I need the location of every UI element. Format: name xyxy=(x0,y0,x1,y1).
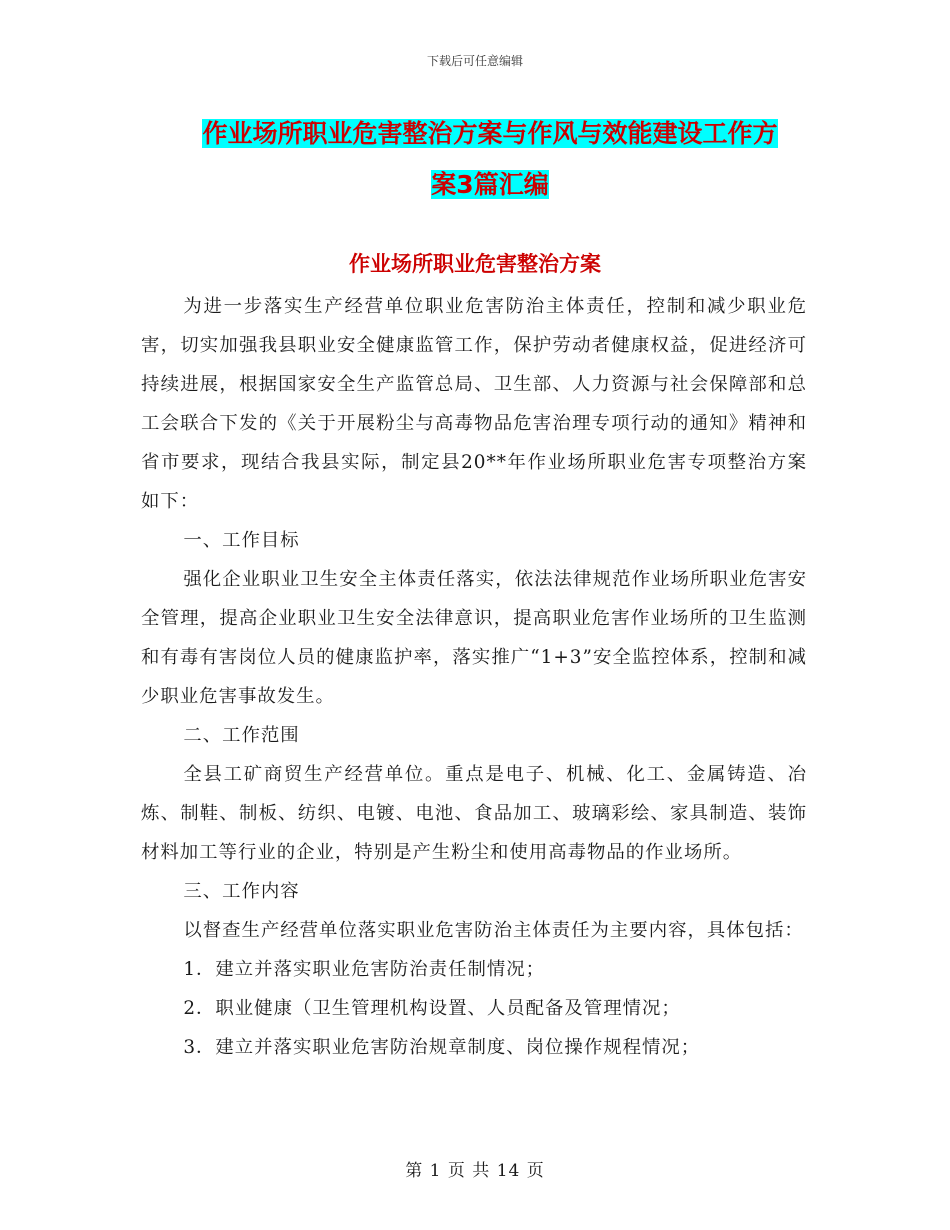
document-title xyxy=(140,108,840,210)
section-title: 作业场所职业危害整治方案 xyxy=(349,252,601,276)
paragraph: 为进一步落实生产经营单位职业危害防治主体责任，控制和减少职业危害，切实加强我县职业安全健康监管工作，保护劳动者健康权益，促进经济可持续进展，根据国家安全生产监管总局、卫生部、人力资源与社会保障部和总工会联合下发的《关于开展粉尘与高毒物品危害治理专项行动的通知》精神和省市要求，现结合我县实际，制定县20**年作业场所职业危害专项整治方案如下： xyxy=(141,296,807,512)
list-item: 2．职业健康（卫生管理机构设置、人员配备及管理情况； xyxy=(183,998,681,1019)
heading-content: 三、工作内容 xyxy=(183,881,300,902)
paragraph: 以督查生产经营单位落实职业危害防治主体责任为主要内容，具体包括： xyxy=(183,920,804,941)
heading-goals: 一、工作目标 xyxy=(183,530,300,551)
heading-scope: 二、工作范围 xyxy=(183,725,300,746)
document-title-line-1: 作业场所职业危害整治方案与作风与效能建设工作方 xyxy=(202,119,778,148)
paragraph: 强化企业职业卫生安全主体责任落实，依法法律规范作业场所职业危害安全管理，提高企业职业卫生安全法律意识，提高职业危害作业场所的卫生监测和有毒有害岗位人员的健康监护率，落实推广“1+3”安全监控体系，控制和减少职业危害事故发生。 xyxy=(141,569,807,707)
page-footer: 第 1 页 共 14 页 xyxy=(405,1161,545,1181)
list-item: 3．建立并落实职业危害防治规章制度、岗位操作规程情况； xyxy=(183,1037,701,1058)
list-item: 1．建立并落实职业危害防治责任制情况； xyxy=(183,959,546,980)
header-note: 下载后可任意编辑 xyxy=(426,54,523,68)
body-text xyxy=(141,287,807,1067)
document-title-line-2: 案3篇汇编 xyxy=(431,170,549,199)
paragraph: 全县工矿商贸生产经营单位。重点是电子、机械、化工、金属铸造、冶炼、制鞋、制板、纺织、电镀、电池、食品加工、玻璃彩绘、家具制造、装饰材料加工等行业的企业，特别是产生粉尘和使用高毒物品的作业场所。 xyxy=(141,764,807,863)
